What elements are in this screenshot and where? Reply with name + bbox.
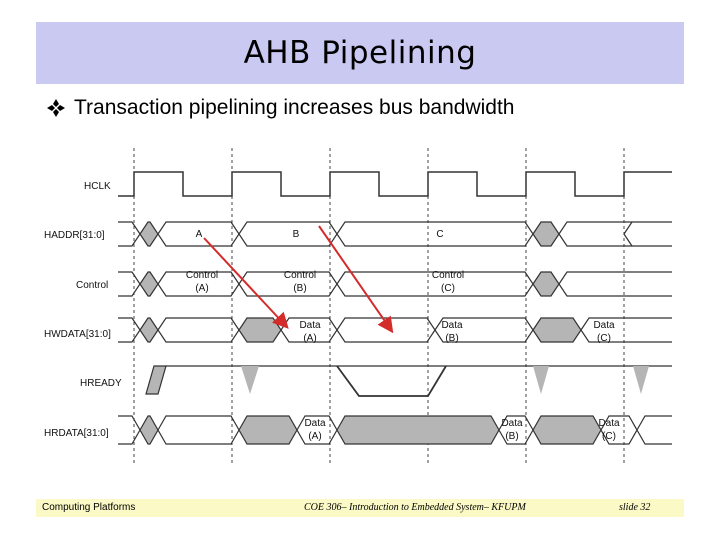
control-b-line2: (B) bbox=[293, 283, 307, 294]
hwdata-b-line1: Data bbox=[441, 320, 463, 331]
footer-slide-number: slide 32 bbox=[619, 502, 651, 513]
hrdata-b-line2: (B) bbox=[505, 431, 519, 442]
footer-course: Computing Platforms bbox=[42, 502, 136, 513]
timing-diagram bbox=[36, 144, 684, 474]
haddr-label-b: B bbox=[292, 229, 300, 240]
signal-label-control: Control bbox=[76, 280, 109, 291]
haddr-label-a: A bbox=[195, 229, 203, 240]
signal-label-haddr: HADDR[31:0] bbox=[44, 230, 105, 241]
hwdata-a-line1: Data bbox=[299, 320, 321, 331]
control-c-line2: (C) bbox=[441, 283, 455, 294]
hwdata-a-line2: (A) bbox=[303, 333, 317, 344]
haddr-label-c: C bbox=[436, 229, 444, 240]
pipeline-arrow-a bbox=[204, 238, 286, 326]
slide-title: AHB Pipelining bbox=[243, 35, 477, 71]
hclk-waveform bbox=[118, 172, 672, 196]
bullet-item bbox=[46, 96, 515, 120]
hrdata-a-line2: (A) bbox=[308, 431, 322, 442]
hrdata-b-line1: Data bbox=[501, 418, 523, 429]
bullet-text: Transaction pipelining increases bus bandwidth bbox=[74, 96, 515, 119]
control-b-line1: Control bbox=[283, 270, 317, 281]
footer-bar bbox=[36, 499, 684, 517]
hwdata-c-line2: (C) bbox=[597, 333, 611, 344]
hrdata-waveform bbox=[118, 416, 672, 444]
diamond-bullet-icon bbox=[46, 98, 66, 118]
signal-label-hwdata: HWDATA[31:0] bbox=[44, 329, 111, 340]
control-a-line1: Control bbox=[185, 270, 219, 281]
title-bar bbox=[36, 22, 684, 84]
hwdata-c-line1: Data bbox=[593, 320, 615, 331]
hrdata-c-line1: Data bbox=[598, 418, 620, 429]
footer-title: COE 306– Introduction to Embedded System– KFUPM bbox=[304, 502, 526, 513]
signal-label-hclk: HCLK bbox=[84, 181, 111, 192]
hwdata-b-line2: (B) bbox=[445, 333, 459, 344]
hready-waveform bbox=[146, 366, 672, 396]
pipeline-arrow-b bbox=[319, 226, 391, 330]
hrdata-c-line2: (C) bbox=[602, 431, 616, 442]
control-c-line1: Control bbox=[431, 270, 465, 281]
signal-label-hready: HREADY bbox=[80, 378, 122, 389]
hwdata-waveform bbox=[118, 318, 672, 342]
hrdata-a-line1: Data bbox=[304, 418, 326, 429]
control-a-line2: (A) bbox=[195, 283, 209, 294]
signal-label-hrdata: HRDATA[31:0] bbox=[44, 428, 109, 439]
